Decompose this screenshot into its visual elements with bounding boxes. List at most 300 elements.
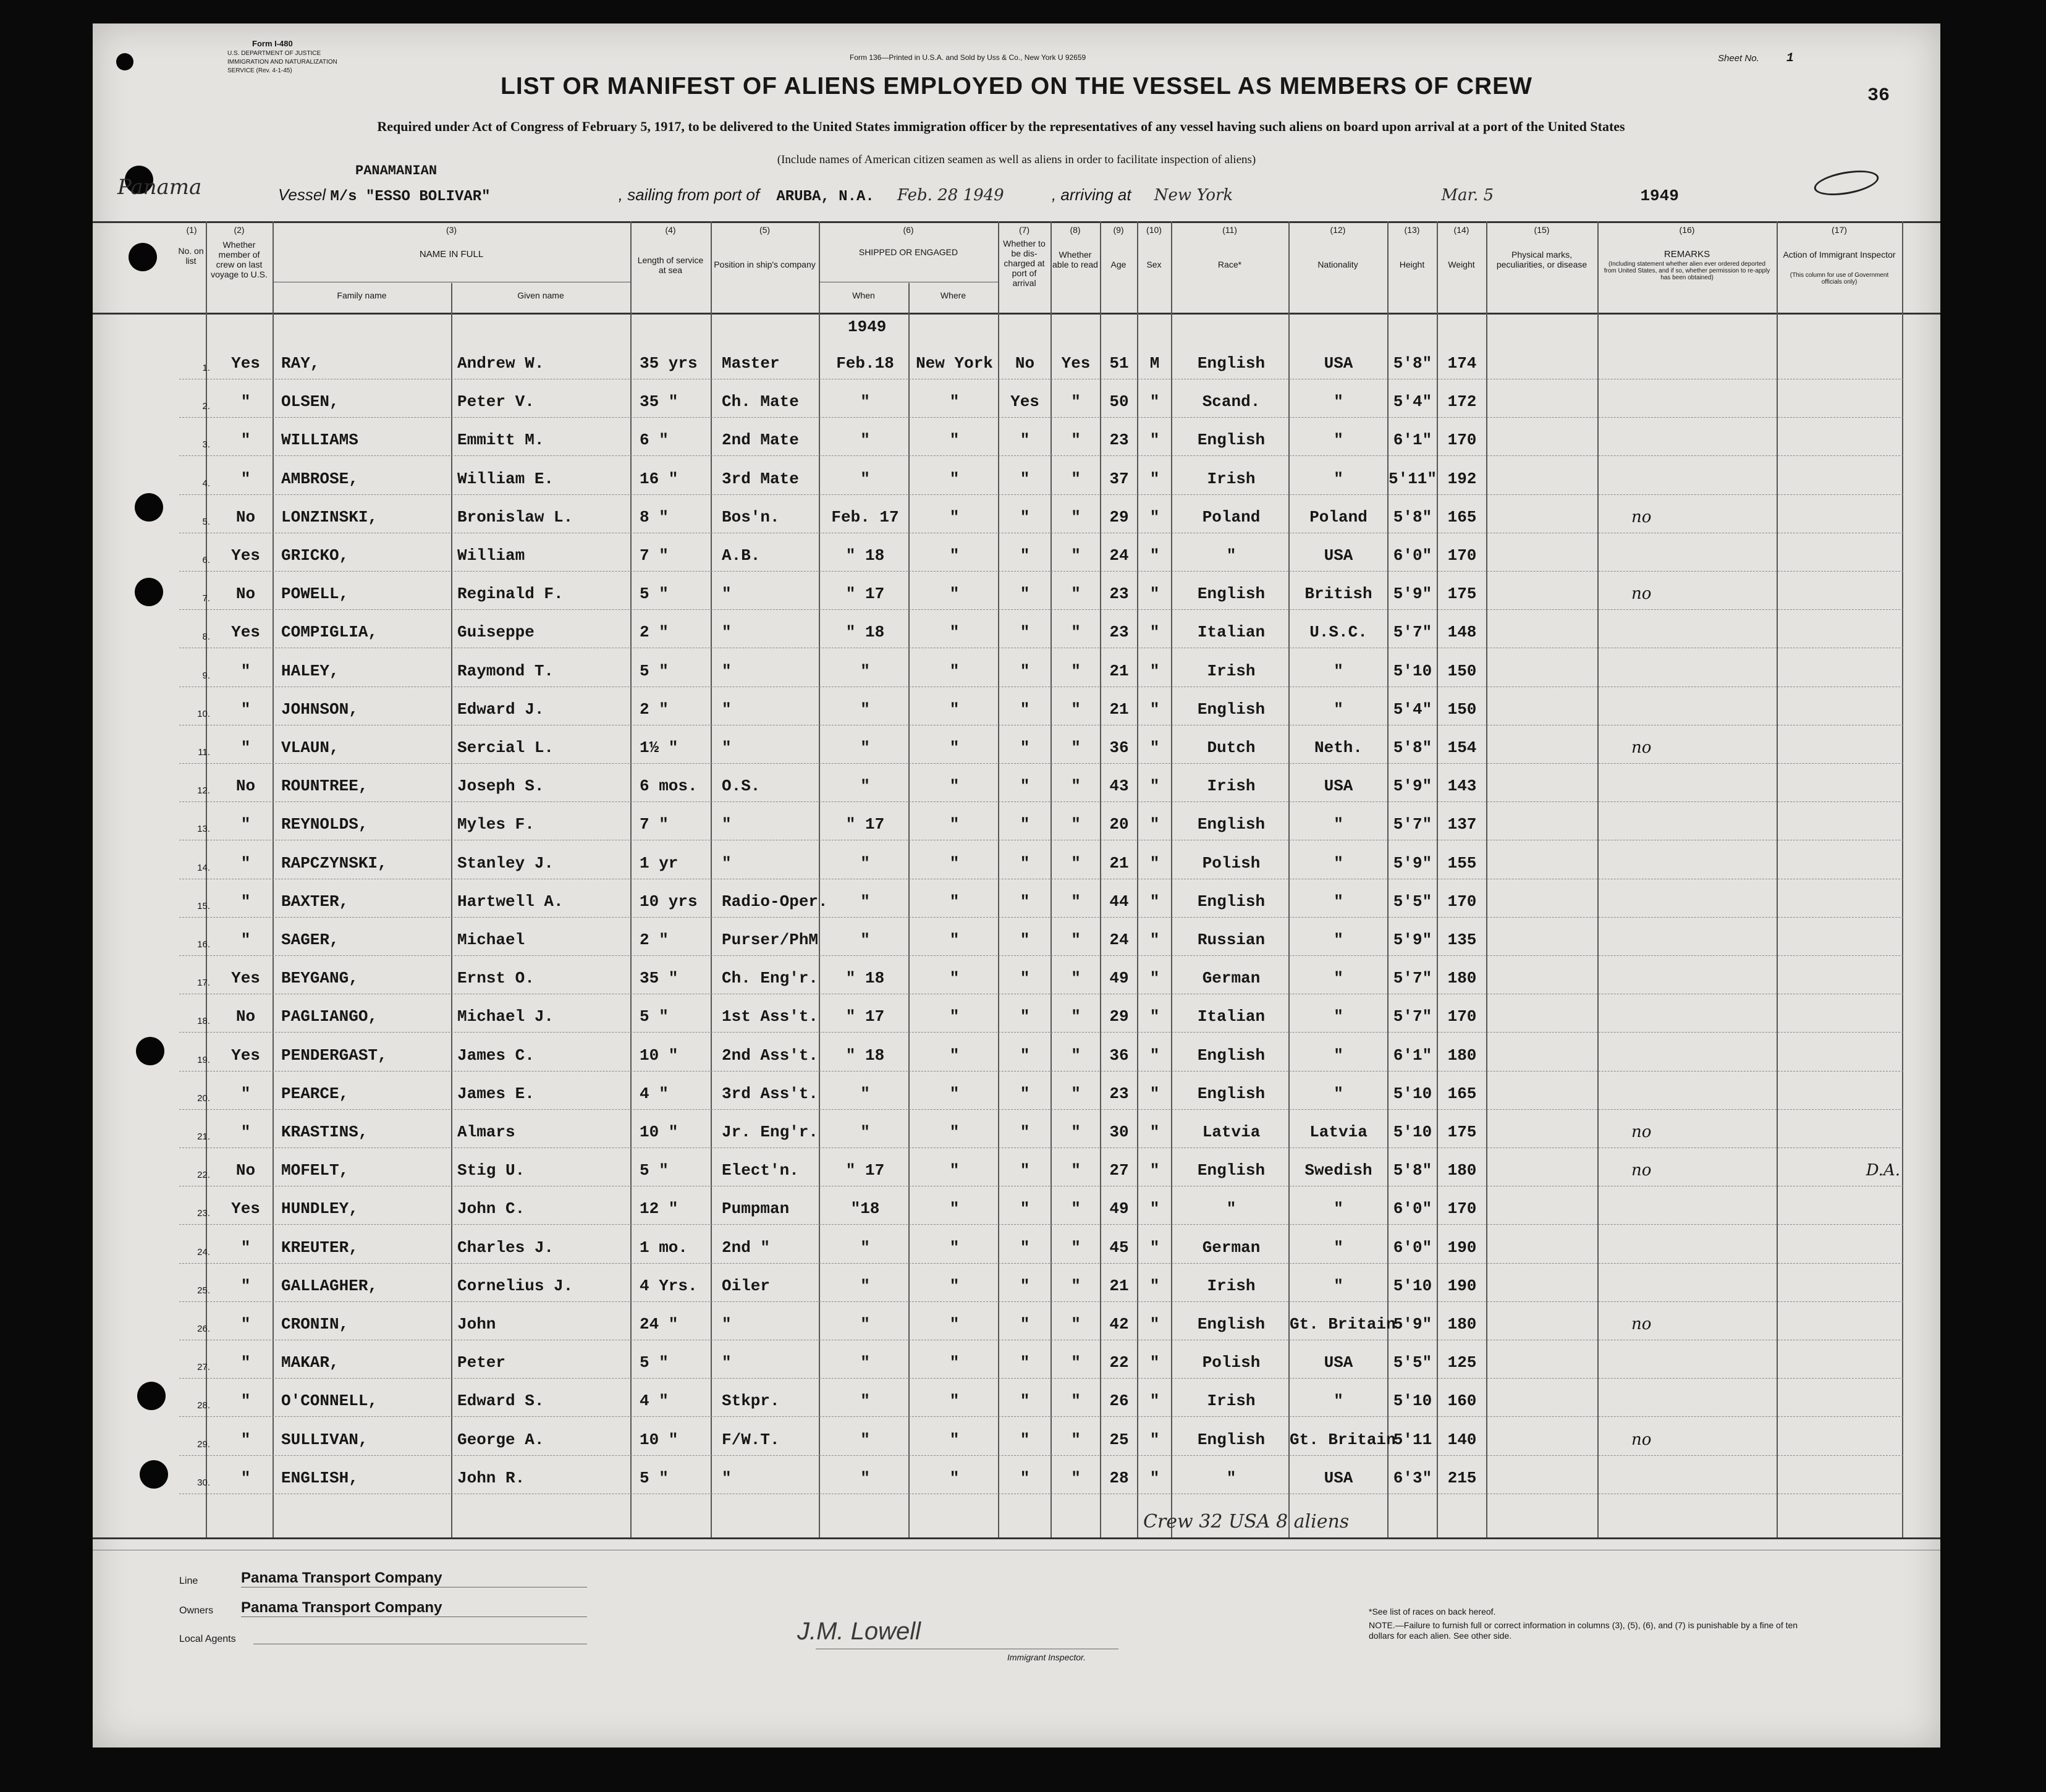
family-name-cell: BEYGANG, [281,969,358,987]
sex-cell: " [1149,662,1160,680]
race-cell: Polish [1202,854,1261,873]
position-cell: " [722,662,732,680]
shipped-where-cell: " [949,662,960,680]
shipped-where-cell: " [949,738,960,757]
nationality-cell: USA [1324,777,1353,795]
shipped-where-cell: " [949,1277,960,1295]
service-length-cell: 5 " [640,662,669,680]
race-cell: Poland [1202,508,1261,526]
sex-cell: " [1149,931,1160,949]
able-to-read-cell: " [1071,1431,1081,1449]
sex-cell: " [1149,1277,1160,1295]
col-num-3: (3) [446,225,457,235]
position-cell: Ch. Mate [722,392,799,411]
col-sub-given: Given name [517,290,564,300]
nationality-cell: " [1334,700,1343,719]
discharged-cell: " [1020,1353,1030,1372]
age-cell: 36 [1109,738,1129,757]
age-cell: 30 [1109,1123,1129,1141]
able-to-read-cell: " [1071,585,1081,603]
height-cell: 5'9" [1393,585,1432,603]
row-number: 12. [197,785,210,796]
arriving-label: , arriving at [1051,185,1131,204]
position-cell: A.B. [722,546,761,565]
position-cell: Bos'n. [722,508,780,526]
prev-voyage-cell: " [240,1431,251,1449]
age-cell: 23 [1109,623,1129,641]
punch-hole [135,578,163,606]
height-cell: 5'8" [1393,1161,1432,1180]
family-name-cell: CRONIN, [281,1315,349,1333]
family-name-cell: ROUNTREE, [281,777,368,795]
nationality-cell: Neth. [1314,738,1363,757]
weight-cell: 170 [1447,1007,1477,1026]
sex-cell: " [1149,854,1160,873]
row-number: 5. [202,517,210,527]
col-header-10: Sex [1146,260,1162,269]
able-to-read-cell: " [1071,1084,1081,1103]
family-name-cell: COMPIGLIA, [281,623,378,641]
race-cell: English [1197,354,1266,373]
line-value: Panama Transport Company [241,1570,587,1587]
row-number: 15. [197,901,210,911]
discharged-cell: " [1020,1431,1030,1449]
weight-cell: 165 [1447,1084,1477,1103]
prev-voyage-cell: No [235,1007,256,1026]
service-length-cell: 2 " [640,623,669,641]
shipped-where-cell: " [949,1123,960,1141]
row-rule [179,1147,1903,1148]
height-cell: 5'7" [1393,815,1432,834]
col-num-10: (10) [1146,225,1162,235]
shipped-when-cell: " [860,470,870,488]
race-cell: English [1197,700,1266,719]
height-cell: 5'11" [1389,470,1437,488]
weight-cell: 175 [1447,1123,1477,1141]
given-name-cell: James E. [457,1084,535,1103]
owners-value: Panama Transport Company [241,1599,587,1617]
shipped-when-cell: " [860,892,870,911]
col-header-16: REMARKS [1663,249,1710,260]
nationality-cell: USA [1324,1353,1353,1372]
shipped-when-cell: " [860,1392,870,1410]
sex-cell: " [1149,777,1160,795]
shipped-when-cell: " [860,1277,870,1295]
given-name-cell: William [457,546,525,565]
service-length-cell: 7 " [640,546,669,565]
document-subtitle: Required under Act of Congress of February 5, 1917, to be delivered to the United States immigration officer by the representatives of any vessel having such aliens on board upon arrival at a port of the United States [377,119,1625,134]
position-cell: " [722,854,732,873]
weight-cell: 140 [1447,1431,1477,1449]
sex-cell: " [1149,1469,1160,1487]
able-to-read-cell: " [1071,1277,1081,1295]
col-header-4: Length of service at sea [637,255,704,275]
row-rule [179,571,1903,572]
prev-voyage-cell: No [235,585,256,603]
discharged-cell: " [1020,1238,1030,1257]
vessel-label: Vessel [278,185,326,204]
discharged-cell: " [1020,1046,1030,1065]
nationality-cell: " [1334,662,1343,680]
row-rule [179,955,1903,956]
position-cell: Pumpman [722,1199,790,1218]
sex-cell: " [1149,1315,1160,1333]
height-cell: 5'4" [1393,392,1432,411]
age-cell: 29 [1109,508,1129,526]
able-to-read-cell: " [1071,969,1081,987]
row-rule [179,763,1903,764]
position-cell: " [722,815,732,834]
col-sub-where: Where [940,290,966,300]
arriving-year: 1949 [1640,187,1679,205]
prev-voyage-cell: Yes [231,623,260,641]
inspector-signature: J.M. Lowell [797,1618,921,1645]
vessel-line [278,185,1885,206]
given-name-cell: Michael [457,931,525,949]
age-cell: 23 [1109,431,1129,449]
sheet-label [1718,51,1794,66]
sex-cell: " [1149,1392,1160,1410]
family-name-cell: HUNDLEY, [281,1199,358,1218]
family-name-cell: RAPCZYNSKI, [281,854,387,873]
given-name-cell: Andrew W. [457,354,544,373]
remarks-cell: no [1631,1161,1652,1180]
service-length-cell: 35 " [640,969,678,987]
shipped-when-cell: " [860,1123,870,1141]
service-length-cell: 4 Yrs. [640,1277,698,1295]
position-cell: " [722,738,732,757]
prev-voyage-cell: " [240,662,251,680]
shipped-when-cell: " [860,662,870,680]
race-cell: " [1226,546,1236,565]
col-header-8: Whether able to read [1052,250,1098,269]
form-print-note: Form 136—Printed in U.S.A. and Sold by Uss & Co., New York U 92659 [850,53,1086,62]
row-number: 7. [202,593,210,604]
shipped-where-cell: " [949,1392,960,1410]
height-cell: 5'4" [1393,700,1432,719]
shipped-when-cell: " 18 [845,969,885,987]
row-number: 29. [197,1439,210,1450]
position-cell: Master [722,354,780,373]
col-header-15: Physical marks, peculiarities, or disease [1496,250,1587,269]
nationality-cell: " [1334,931,1343,949]
col-num-1: (1) [186,225,197,235]
remarks-cell: no [1631,1431,1652,1449]
col-sub-family: Family name [337,290,387,300]
nationality-cell: " [1334,392,1343,411]
age-cell: 20 [1109,815,1129,834]
given-name-cell: Guiseppe [457,623,535,641]
col-header-3: NAME IN FULL [419,249,484,260]
age-cell: 23 [1109,585,1129,603]
prev-voyage-cell: " [240,1084,251,1103]
weight-cell: 190 [1447,1277,1477,1295]
page-stamp-number: 36 [1867,85,1890,106]
given-name-cell: Charles J. [457,1238,554,1257]
race-cell: English [1197,1084,1266,1103]
shipped-where-cell: " [949,1199,960,1218]
weight-cell: 137 [1447,815,1477,834]
nationality-cell: USA [1324,354,1353,373]
nationality-cell: " [1334,470,1343,488]
able-to-read-cell: " [1071,854,1081,873]
prev-voyage-cell: " [240,1238,251,1257]
row-number: 23. [197,1208,210,1219]
service-length-cell: 6 mos. [640,777,698,795]
sex-cell: " [1149,585,1160,603]
row-rule [179,417,1903,418]
service-length-cell: 35 " [640,392,678,411]
row-number: 3. [202,439,210,450]
age-cell: 27 [1109,1161,1129,1180]
weight-cell: 135 [1447,931,1477,949]
given-name-cell: Emmitt M. [457,431,544,449]
discharged-cell: " [1020,1315,1030,1333]
col-header-11: Race* [1217,260,1242,269]
race-cell: Irish [1207,662,1256,680]
age-cell: 24 [1109,931,1129,949]
crew-total-note: Crew 32 USA 8 aliens [1143,1511,1350,1532]
discharged-cell: " [1020,470,1030,488]
race-cell: Irish [1207,1277,1256,1295]
sheet-no-label: Sheet No. [1718,53,1759,64]
nationality-cell: Poland [1309,508,1368,526]
family-name-cell: PAGLIANGO, [281,1007,378,1026]
weight-cell: 172 [1447,392,1477,411]
shipped-where-cell: " [949,1469,960,1487]
position-cell: 3rd Mate [722,470,799,488]
prev-voyage-cell: " [240,1123,251,1141]
col-header-9: Age [1110,260,1127,269]
row-number: 19. [197,1055,210,1065]
nationality-cell: Gt. Britain [1290,1431,1396,1449]
row-rule [179,1301,1903,1302]
position-cell: Oiler [722,1277,771,1295]
shipped-where-cell: " [949,431,960,449]
able-to-read-cell: " [1071,777,1081,795]
nationality-cell: British [1304,585,1372,603]
able-to-read-cell: " [1071,892,1081,911]
table-bottom-border [93,1537,1940,1539]
position-cell: 2nd Mate [722,431,799,449]
row-number: 4. [202,478,210,489]
service-length-cell: 5 " [640,1353,669,1372]
given-name-cell: John R. [457,1469,525,1487]
given-name-cell: Stanley J. [457,854,554,873]
col-header-12: Nationality [1317,260,1358,269]
able-to-read-cell: " [1071,662,1081,680]
service-length-cell: 10 yrs [640,892,698,911]
punch-hole [136,1037,164,1065]
shipped-where-cell: " [949,585,960,603]
prev-voyage-cell: Yes [231,969,260,987]
col-num-16: (16) [1679,225,1695,235]
height-cell: 5'10 [1393,1084,1432,1103]
given-name-cell: Bronislaw L. [457,508,573,526]
service-length-cell: 4 " [640,1392,669,1410]
given-name-cell: Myles F. [457,815,535,834]
discharged-cell: " [1020,777,1030,795]
remarks-cell: no [1631,1123,1652,1141]
nationality-cell: Latvia [1309,1123,1368,1141]
height-cell: 5'5" [1393,892,1432,911]
sex-cell: " [1149,1431,1160,1449]
able-to-read-cell: " [1071,1007,1081,1026]
row-number: 11. [198,747,210,758]
nationality-cell: " [1334,431,1343,449]
row-number: 25. [197,1285,210,1296]
sex-cell: " [1149,392,1160,411]
shipped-when-cell: " [860,1084,870,1103]
row-number: 8. [202,632,210,642]
height-cell: 5'7" [1393,1007,1432,1026]
shipped-where-cell: " [949,1315,960,1333]
able-to-read-cell: " [1071,738,1081,757]
row-rule [179,801,1903,802]
discharged-cell: " [1020,508,1030,526]
family-name-cell: AMBROSE, [281,470,358,488]
service-length-cell: 7 " [640,815,669,834]
discharged-cell: " [1020,815,1030,834]
weight-cell: 150 [1447,662,1477,680]
inspector-action-cell: D.A. [1866,1161,1900,1180]
height-cell: 5'8" [1393,508,1432,526]
col-header-7: Whether to be dis-charged at port of arrival [1003,239,1046,288]
shipped-when-cell: " [860,1353,870,1372]
prev-voyage-cell: No [235,508,256,526]
race-cell: Latvia [1202,1123,1261,1141]
col-num-7: (7) [1018,225,1030,235]
prev-voyage-cell: " [240,1392,251,1410]
shipped-where-cell: " [949,1084,960,1103]
position-cell: " [722,1315,732,1333]
race-cell: English [1197,1431,1266,1449]
service-length-cell: 10 " [640,1046,678,1065]
service-length-cell: 24 " [640,1315,678,1333]
shipped-where-cell: " [949,1007,960,1026]
family-name-cell: GALLAGHER, [281,1277,378,1295]
sheet-no-value: 1 [1786,51,1794,66]
given-name-cell: John C. [457,1199,525,1218]
sex-cell: " [1149,738,1160,757]
col-num-12: (12) [1330,225,1346,235]
service-length-cell: 10 " [640,1431,678,1449]
vessel-flag: PANAMANIAN [355,163,438,179]
col-num-2: (2) [234,225,245,235]
shipped-where-cell: New York [916,354,993,373]
shipped-where-cell: " [949,969,960,987]
col-header-6: SHIPPED OR ENGAGED [858,247,958,257]
race-cell: Irish [1207,470,1256,488]
given-name-cell: Edward J. [457,700,544,719]
shipped-where-cell: " [949,1353,960,1372]
shipped-where-cell: " [949,623,960,641]
given-name-cell: George A. [457,1431,544,1449]
nationality-cell: " [1334,1392,1343,1410]
weight-cell: 148 [1447,623,1477,641]
able-to-read-cell: Yes [1061,354,1091,373]
family-name-cell: POWELL, [281,585,349,603]
shipped-when-cell: " [860,392,870,411]
row-number: 27. [197,1362,210,1372]
height-cell: 5'5" [1393,1353,1432,1372]
able-to-read-cell: " [1071,470,1081,488]
family-name-cell: JOHNSON, [281,700,358,719]
sex-cell: " [1149,892,1160,911]
nationality-cell: " [1334,1007,1343,1026]
weight-cell: 160 [1447,1392,1477,1410]
nationality-cell: " [1334,1084,1343,1103]
service-length-cell: 12 " [640,1199,678,1218]
prev-voyage-cell: " [240,431,251,449]
position-cell: 1st Ass't. [722,1007,819,1026]
age-cell: 24 [1109,546,1129,565]
position-cell: 2nd Ass't. [722,1046,819,1065]
able-to-read-cell: " [1071,546,1081,565]
col-note-17: (This column for use of Government officials only) [1790,272,1889,285]
row-number: 26. [197,1324,210,1334]
given-name-cell: Joseph S. [457,777,544,795]
prev-voyage-cell: Yes [231,1199,260,1218]
race-cell: German [1202,969,1261,987]
discharged-cell: " [1020,662,1030,680]
weight-cell: 170 [1447,546,1477,565]
family-name-cell: SAGER, [281,931,339,949]
able-to-read-cell: " [1071,815,1081,834]
shipped-when-cell: " 17 [845,1161,885,1180]
col-header-17: Action of Immigrant Inspector [1783,250,1896,260]
nationality-cell: " [1334,815,1343,834]
shipped-when-cell: " 17 [845,1007,885,1026]
discharged-cell: " [1020,1277,1030,1295]
col-header-5: Position in ship's company [714,260,816,269]
prev-voyage-cell: Yes [231,546,260,565]
age-cell: 29 [1109,1007,1129,1026]
race-cell: Scand. [1202,392,1261,411]
col-num-11: (11) [1222,225,1237,235]
row-rule [179,1416,1903,1417]
race-cell: English [1197,892,1266,911]
sex-cell: " [1149,1084,1160,1103]
prev-voyage-cell: " [240,854,251,873]
height-cell: 6'3" [1393,1469,1432,1487]
race-cell: English [1197,1161,1266,1180]
weight-cell: 180 [1447,969,1477,987]
row-rule [179,1109,1903,1110]
col-header-13: Height [1399,260,1425,269]
remarks-cell: no [1631,508,1652,526]
discharged-cell: " [1020,700,1030,719]
weight-cell: 170 [1447,1199,1477,1218]
sailing-date: Feb. 28 1949 [897,186,1004,205]
age-cell: 45 [1109,1238,1129,1257]
service-length-cell: 35 yrs [640,354,698,373]
punch-hole [137,1382,166,1410]
family-name-cell: O'CONNELL, [281,1392,378,1410]
col-num-13: (13) [1404,225,1420,235]
shipped-when-cell: Feb.18 [836,354,894,373]
family-name-cell: KRASTINS, [281,1123,368,1141]
shipped-when-cell: " [860,931,870,949]
given-name-cell: Peter V. [457,392,535,411]
position-cell: F/W.T. [722,1431,780,1449]
sex-cell: " [1149,1238,1160,1257]
row-rule [179,1455,1903,1456]
service-length-cell: 1½ " [640,738,678,757]
position-cell: Ch. Eng'r. [722,969,819,987]
sex-cell: " [1149,1161,1160,1180]
prev-voyage-cell: Yes [231,1046,260,1065]
